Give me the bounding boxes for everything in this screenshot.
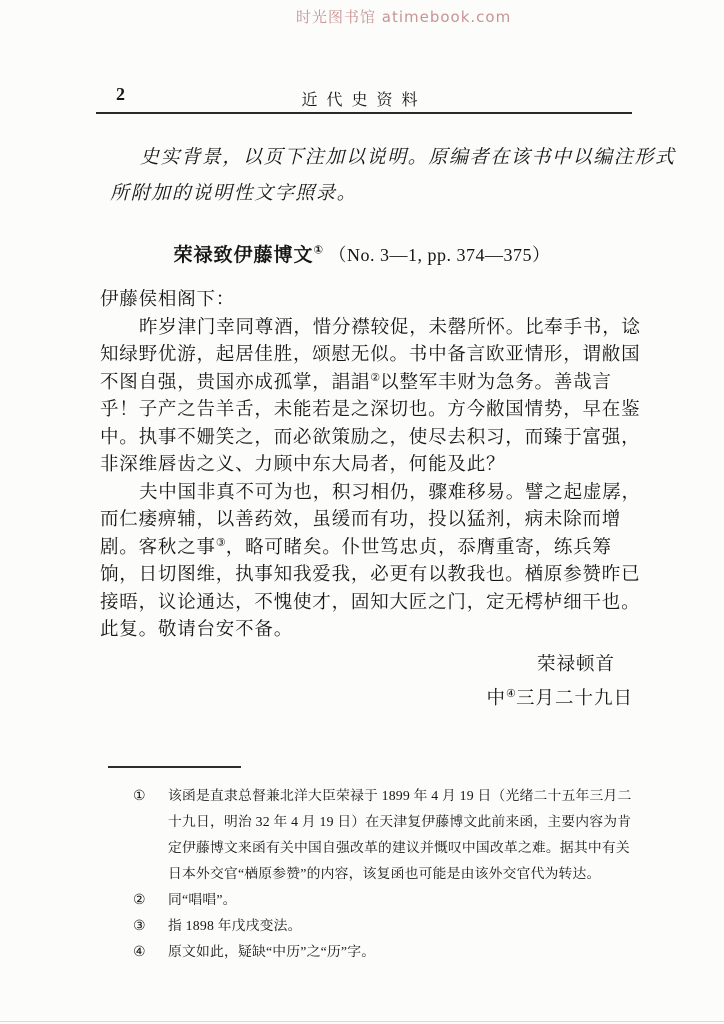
footnote-line: 定伊藤博文来函有关中国自强改革的建议并慨叹中国改革之难。据其中有关 xyxy=(168,840,630,855)
editor-note-line: 所附加的说明性文字照录。 xyxy=(110,183,358,204)
letter-body-line: 接晤，议论通达，不愧使才，固知大匠之门，定无樗栌细干也。 xyxy=(100,592,641,613)
letter-body-line: 此复。敬请台安不备。 xyxy=(100,620,294,640)
letter-body-line: 而仁痿痹辅，以善药效，虽缓而有功，投以猛剂，病未除而增 xyxy=(100,510,622,530)
footnotes xyxy=(133,783,643,965)
letter-body-line: 乎！子产之告羊舌，未能若是之深切也。方今敝国情势，早在鉴 xyxy=(100,400,641,420)
letter-signature: 荣禄顿首 xyxy=(536,655,615,675)
footnote-text xyxy=(168,783,643,887)
letter-body-line: 不图自强，贵国亦成孤掌，誯誯②以整军丰财为急务。善哉言 xyxy=(100,371,612,393)
letter-body-line: 夫中国非真不可为也，积习相仍，骤难移易。譬之起虚孱， xyxy=(139,482,641,503)
letter-title-name: 荣禄致伊藤博文① xyxy=(173,244,324,266)
letter-title xyxy=(0,240,724,267)
footnote-text xyxy=(168,887,643,913)
footnote-text xyxy=(168,913,643,939)
footnote-item xyxy=(133,913,643,939)
signature-block xyxy=(100,648,635,716)
footnote-marker: ② xyxy=(133,892,146,907)
page-number: 2 xyxy=(116,84,125,104)
footnote-line: 原文如此，疑缺“中历”之“历”字。 xyxy=(168,944,376,959)
letter-body-line: 非深维唇齿之义、力顾中东大局者，何能及此？ xyxy=(100,455,506,475)
footnote-line: 指 1898 年戊戌变法。 xyxy=(168,918,302,933)
footnote-marker: ④ xyxy=(133,944,146,959)
letter-body-line: 剧。客秋之事③，略可睹矣。仆世笃忠贞，忝膺重寄，练兵筹 xyxy=(100,536,612,558)
watermark: 时光图书馆 atimebook.com xyxy=(296,8,512,26)
editor-note xyxy=(110,140,676,212)
letter-body-line: 昨岁津门幸同尊酒，惜分襟较促，未罄所怀。比奉手书，谂 xyxy=(139,317,641,338)
letter-body-line: 知绿野优游，起居佳胜，颂慰无似。书中备言欧亚情形，谓敝国 xyxy=(100,345,641,365)
footnote-line: 十九日，明治 32 年 4 月 19 日）在天津复伊藤博文此前来函，主要内容为肯 xyxy=(168,814,632,829)
book-title: 近代史资料 xyxy=(301,92,427,109)
footnote-line: 日本外交官“楢原参赞”的内容，该复函也可能是由该外交官代为转达。 xyxy=(168,866,601,881)
footnote-marker: ③ xyxy=(133,918,146,933)
letter-date: 中④三月二十九日 xyxy=(486,687,633,709)
footnote-line: 同“唱唱”。 xyxy=(168,892,237,907)
letter-title-ref: （No. 3—1, pp. 374—375） xyxy=(328,245,551,265)
footnote-item xyxy=(133,783,643,887)
footnote-marker: ① xyxy=(133,788,146,803)
footnote-line: 该函是直隶总督兼北洋大臣荣禄于 1899 年 4 月 19 日（光绪二十五年三月二 xyxy=(168,788,632,803)
scan-edge-line xyxy=(0,1021,724,1022)
footnote-text xyxy=(168,939,643,965)
running-header xyxy=(96,82,632,114)
footnote-item xyxy=(133,887,643,913)
letter-body-line: 中。执事不姗笑之，而必欲策励之，使尽去积习，而臻于富强， xyxy=(100,427,641,448)
editor-note-line: 史实背景，以页下注加以说明。原编者在该书中以编注形式 xyxy=(140,147,676,168)
footnote-separator xyxy=(108,766,241,768)
letter-body-line: 饷，日切图维，执事知我爱我，必更有以教我也。楢原参赞昨已 xyxy=(100,565,641,585)
letter-salutation: 伊藤侯相阁下： xyxy=(100,290,236,310)
footnote-item xyxy=(133,939,643,965)
letter-body xyxy=(100,287,641,645)
